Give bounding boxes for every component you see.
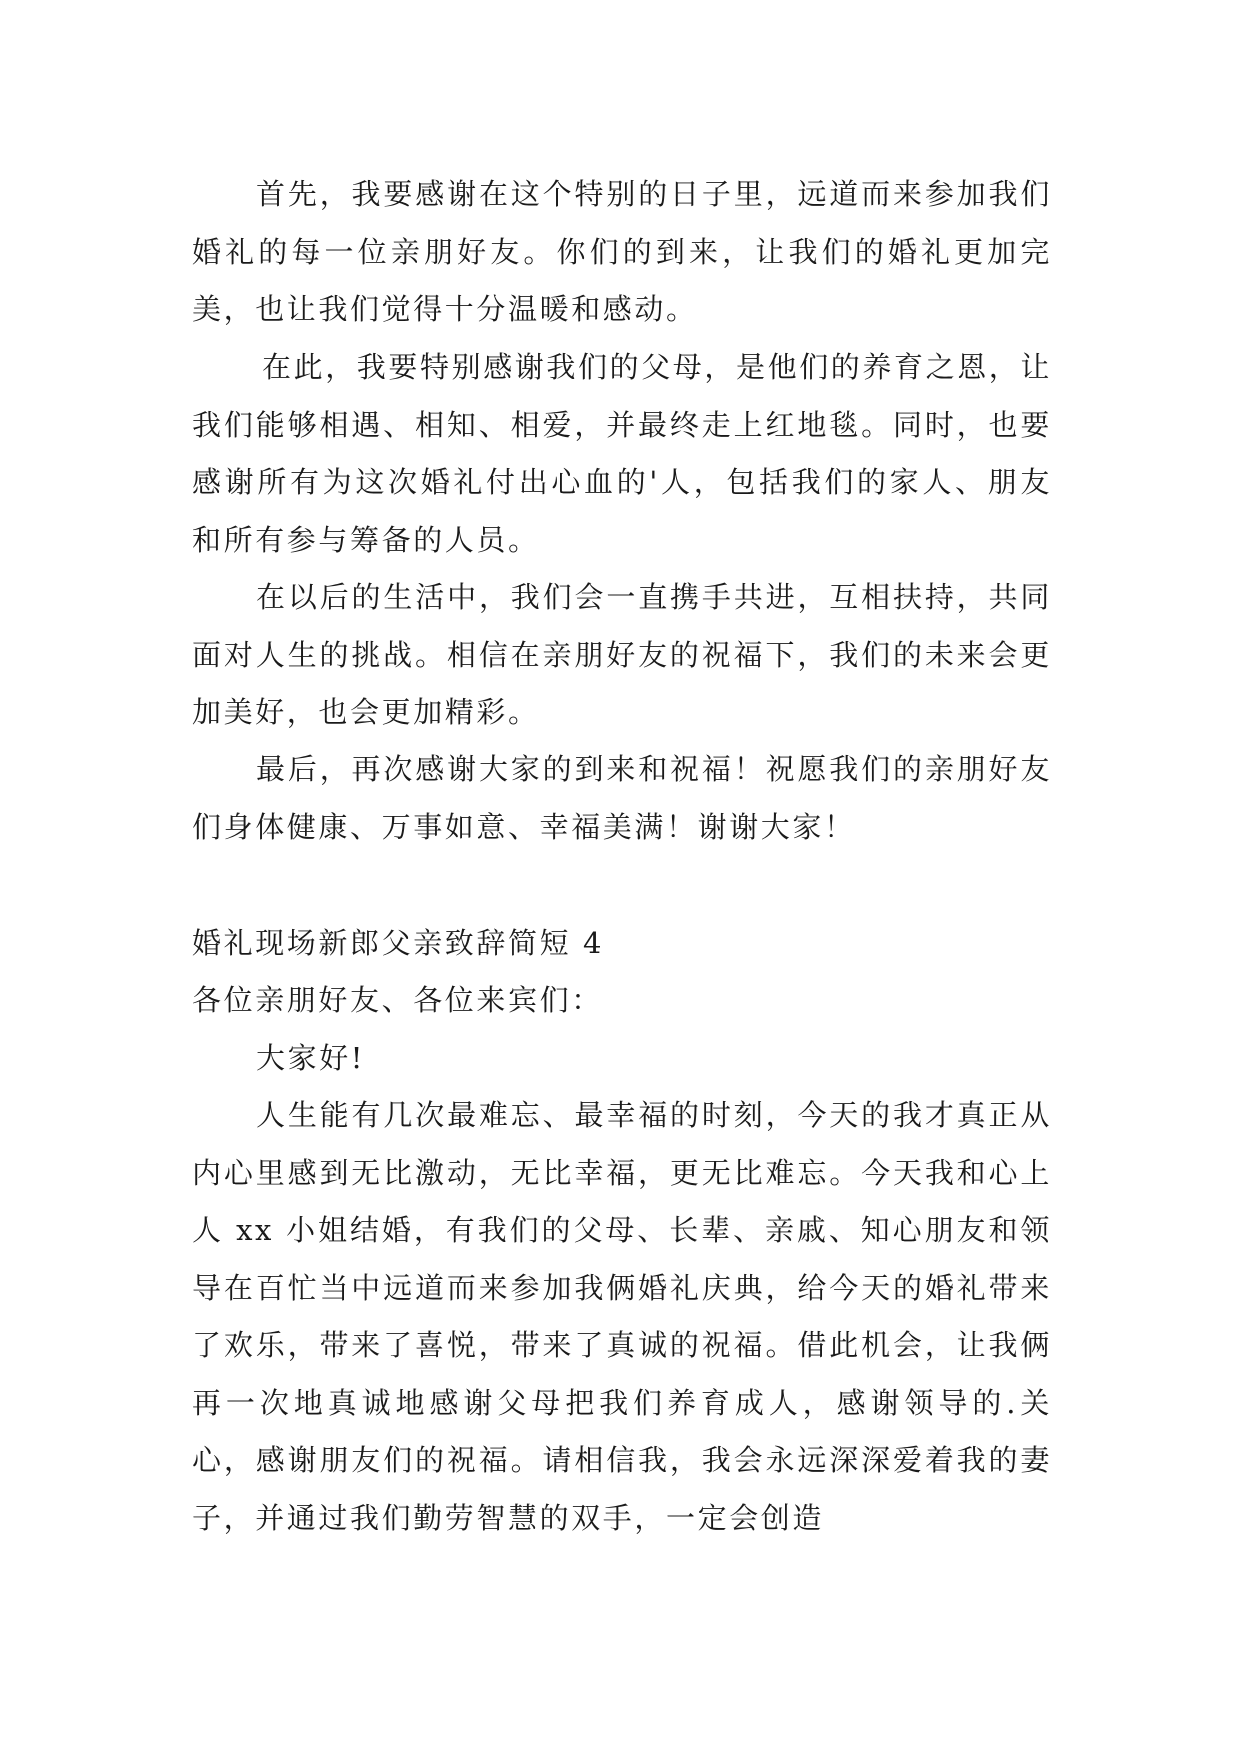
salutation: 各位亲朋好友、各位来宾们： <box>192 983 603 1017</box>
paragraph-final-thanks: 最后，再次感谢大家的到来和祝福！祝愿我们的亲朋好友们身体健康、万事如意、幸福美满！谢谢大家！ <box>192 752 1052 844</box>
section-title: 婚礼现场新郎父亲致辞简短 4 <box>192 926 605 960</box>
paragraph-future-life: 在以后的生活中，我们会一直携手共进，互相扶持，共同面对人生的挑战。相信在亲朋好友的祝福下，我们的未来会更加美好，也会更加精彩。 <box>192 580 1052 729</box>
greeting: 大家好! <box>256 1041 366 1075</box>
paragraph-thanks-parents: 在此，我要特别感谢我们的父母，是他们的养育之恩，让我们能够相遇、相知、相爱，并最终走上红地毯。同时，也要感谢所有为这次婚礼付出心血的'人，包括我们的家人、朋友和所有参与筹备的人员。 <box>192 350 1053 557</box>
paragraph-wedding-speech: 人生能有几次最难忘、最幸福的时刻，今天的我才真正从内心里感到无比激动，无比幸福，更无比难忘。今天我和心上人 xx 小姐结婚，有我们的父母、长辈、亲戚、知心朋友和领导在百忙当中远道而来参加我俩婚礼庆典，给今天的婚礼带来了欢乐，带来了喜悦，带来了真诚的祝福。借此机会，让我俩再一次地真诚地感谢父母把我们养育成人，感谢领导的.关心，感谢朋友们的祝福。请相信我，我会永远深深爱着我的妻子，并通过我们勤劳智慧的双手，一定会创造 <box>192 1098 1052 1535</box>
paragraph-thanks-guests: 首先，我要感谢在这个特别的日子里，远道而来参加我们婚礼的每一位亲朋好友。你们的到来，让我们的婚礼更加完美，也让我们觉得十分温暖和感动。 <box>192 177 1052 326</box>
